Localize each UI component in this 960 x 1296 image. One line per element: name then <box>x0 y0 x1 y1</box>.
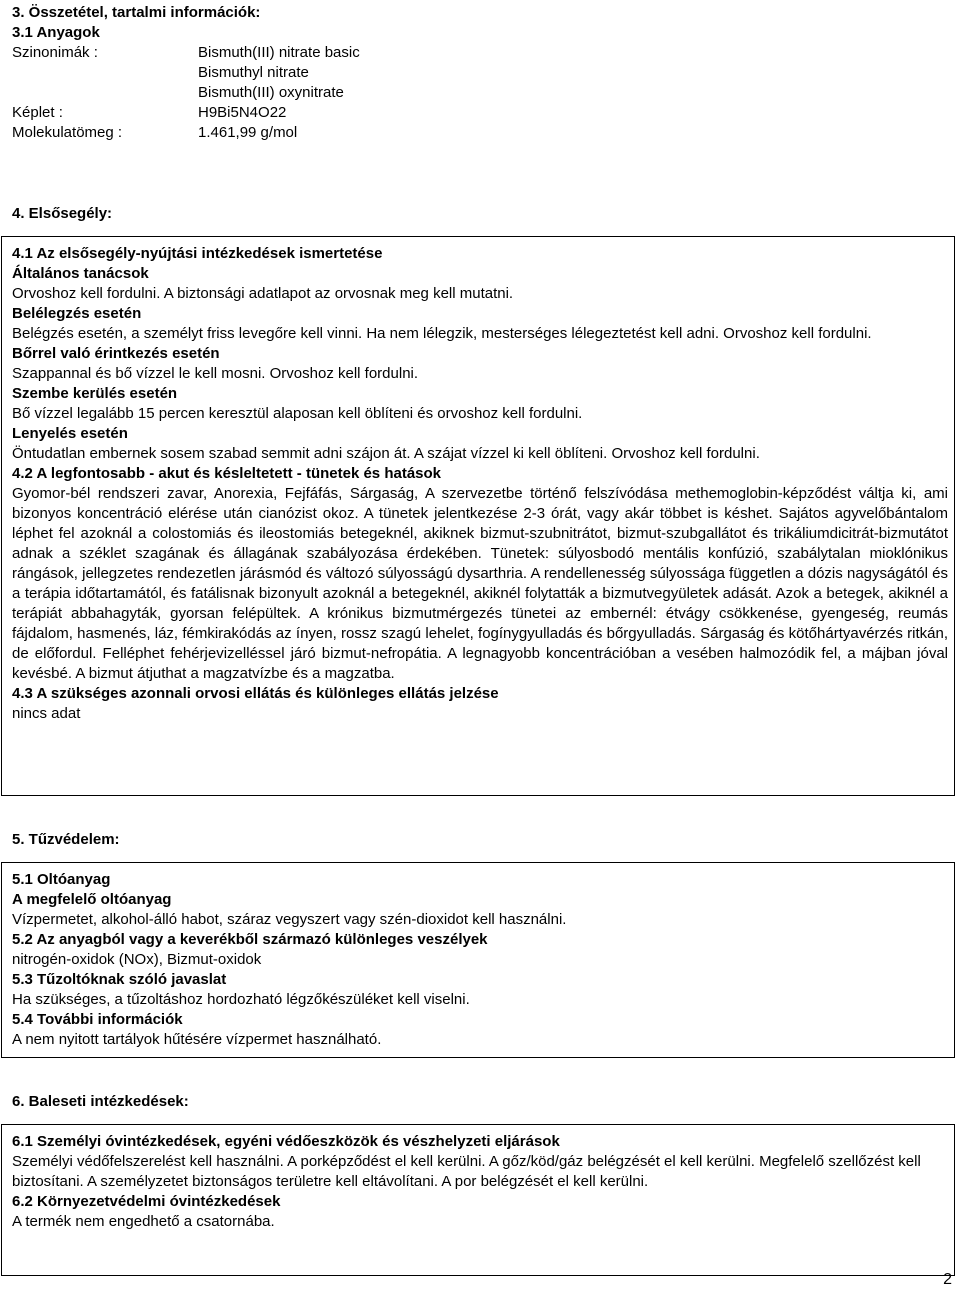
section-4-title: 4. Elsősegély: <box>12 205 113 222</box>
ingestion-text: Öntudatlan embernek sosem szabad semmit adni szájon át. A szájat vízzel ki kell öblíteni. Orvoshoz kell fordulni. <box>12 445 760 462</box>
further-info-text: A nem nyitott tartályok hűtésére vízpermet használható. <box>12 1031 382 1048</box>
synonym-3: Bismuth(III) oxynitrate <box>198 84 344 101</box>
molar-mass-label: Molekulatömeg : <box>12 124 123 141</box>
section-5-title: 5. Tűzvédelem: <box>12 831 120 848</box>
synonyms-label: Szinonimák : <box>12 44 98 61</box>
environmental-precautions-text: A termék nem engedhető a csatornába. <box>12 1213 275 1230</box>
section-5-content <box>12 870 948 1050</box>
firefighter-advice-text: Ha szükséges, a tűzoltáshoz hordozható légzőkészüléket kell viselni. <box>12 991 470 1008</box>
subsection-5-4-title: 5.4 További információk <box>12 1011 183 1028</box>
symptoms-text: Gyomor-bél rendszeri zavar, Anorexia, Fejfáfás, Sárgaság, A szervezetbe történő felszívódása methemoglobin-képződést váltja ki, ami bizonyos koncentráció elérése után cianózist okoz. A tünetek jelentkezése 2-3 órát, vagy akár többet is késhet. Sajátos agyvelőbántalom léphet fel azoknál a colostomiás és ileostomiás betegeknél, akiknek bizmut-szubnitrátot, bizmut-szubgallátot és trikáliumdicitrát-bizmutátot adnak a széklet szagának és állagának szabályozása érdekében. Tünetek: súlyosbodó mentális konfúzió, szabálytalan mioklónikus rángások, jellegzetes rendezetlen járásmód és változó súlyosságú dysarthria. A rendellenesség súlyossága független a dózis nagyságától és a terápia időtartamától, és fatálisnak bizonyult azoknál a betegeknél, akiknél folytatták a bizmutvegyületek adását. Azok a betegek, akiknél a terápiát abbahagyták, gyorsan felépültek. A krónikus bizmutmérgezés tünetei az embernél: étvágy csökkenése, gyengeség, reumás fájdalom, hasmenés, láz, fémkirakódás az ínyen, rossz szagú lehelet, fogínygyulladás és bőrgyulladás. Sárgaság és kötőhártyavérzés ritkán, de előfordul. Felléphet fehérjevizelléssel járó bizmut-nefropátia. A legnagyobb koncentrációban a vesében halmozódik fel, a májban jóval kevésbé. A bizmut átjuthat a magzatvízbe és a magzatba. <box>12 485 948 682</box>
subsection-5-2-title: 5.2 Az anyagból vagy a keverékből származó különleges veszélyek <box>12 931 488 948</box>
page-number: 2 <box>943 1271 952 1288</box>
suitable-media-heading: A megfelelő oltóanyag <box>12 891 172 908</box>
synonym-1: Bismuth(III) nitrate basic <box>198 44 360 61</box>
molar-mass-value: 1.461,99 g/mol <box>198 124 298 141</box>
personal-precautions-text: Személyi védőfelszerelést kell használni. A porképződést el kell kerülni. A gőz/köd/gáz belégzését el kell kerülni. Megfelelő szellőzést kell biztosítani. A személyzetet biztonságos területre kell eltávolítani. A por belégzését el kell kerülni. <box>12 1153 921 1190</box>
eye-contact-heading: Szembe kerülés esetén <box>12 385 178 402</box>
medical-attention-text: nincs adat <box>12 705 81 722</box>
special-hazards-text: nitrogén-oxidok (NOx), Bizmut-oxidok <box>12 951 262 968</box>
section-3 <box>12 3 948 143</box>
section-4-content <box>12 244 948 724</box>
subsection-6-1-title: 6.1 Személyi óvintézkedések, egyéni védőeszközök és vészhelyzeti eljárások <box>12 1133 560 1150</box>
subsection-3-1-title: 3.1 Anyagok <box>12 24 100 41</box>
section-6-title: 6. Baleseti intézkedések: <box>12 1093 189 1110</box>
ingestion-heading: Lenyelés esetén <box>12 425 128 442</box>
formula-label: Képlet : <box>12 104 63 121</box>
subsection-4-3-title: 4.3 A szükséges azonnali orvosi ellátás és különleges ellátás jelzése <box>12 685 499 702</box>
general-advice-heading: Általános tanácsok <box>12 265 149 282</box>
inhalation-heading: Belélegzés esetén <box>12 305 142 322</box>
subsection-4-1-title: 4.1 Az elsősegély-nyújtási intézkedések ismertetése <box>12 245 383 262</box>
section-6-content <box>12 1132 948 1232</box>
subsection-4-2-title: 4.2 A legfontosabb - akut és késleltetett - tünetek és hatások <box>12 465 442 482</box>
formula-value: H9Bi5N4O22 <box>198 104 287 121</box>
skin-contact-heading: Bőrrel való érintkezés esetén <box>12 345 220 362</box>
suitable-media-text: Vízpermetet, alkohol-álló habot, száraz vegyszert vagy szén-dioxidot kell használni. <box>12 911 567 928</box>
inhalation-text: Belégzés esetén, a személyt friss levegőre kell vinni. Ha nem lélegzik, mesterséges lélegeztetést kell adni. Orvoshoz kell fordulni. <box>12 325 872 342</box>
eye-contact-text: Bő vízzel legalább 15 percen keresztül alaposan kell öblíteni és orvoshoz kell fordulni. <box>12 405 583 422</box>
synonym-2: Bismuthyl nitrate <box>198 64 309 81</box>
subsection-5-3-title: 5.3 Tűzoltóknak szóló javaslat <box>12 971 227 988</box>
skin-contact-text: Szappannal és bő vízzel le kell mosni. Orvoshoz kell fordulni. <box>12 365 419 382</box>
substance-table <box>12 43 948 143</box>
general-advice-text: Orvoshoz kell fordulni. A biztonsági adatlapot az orvosnak meg kell mutatni. <box>12 285 514 302</box>
subsection-6-2-title: 6.2 Környezetvédelmi óvintézkedések <box>12 1193 281 1210</box>
subsection-5-1-title: 5.1 Oltóanyag <box>12 871 111 888</box>
section-3-title: 3. Összetétel, tartalmi információk: <box>12 4 261 21</box>
